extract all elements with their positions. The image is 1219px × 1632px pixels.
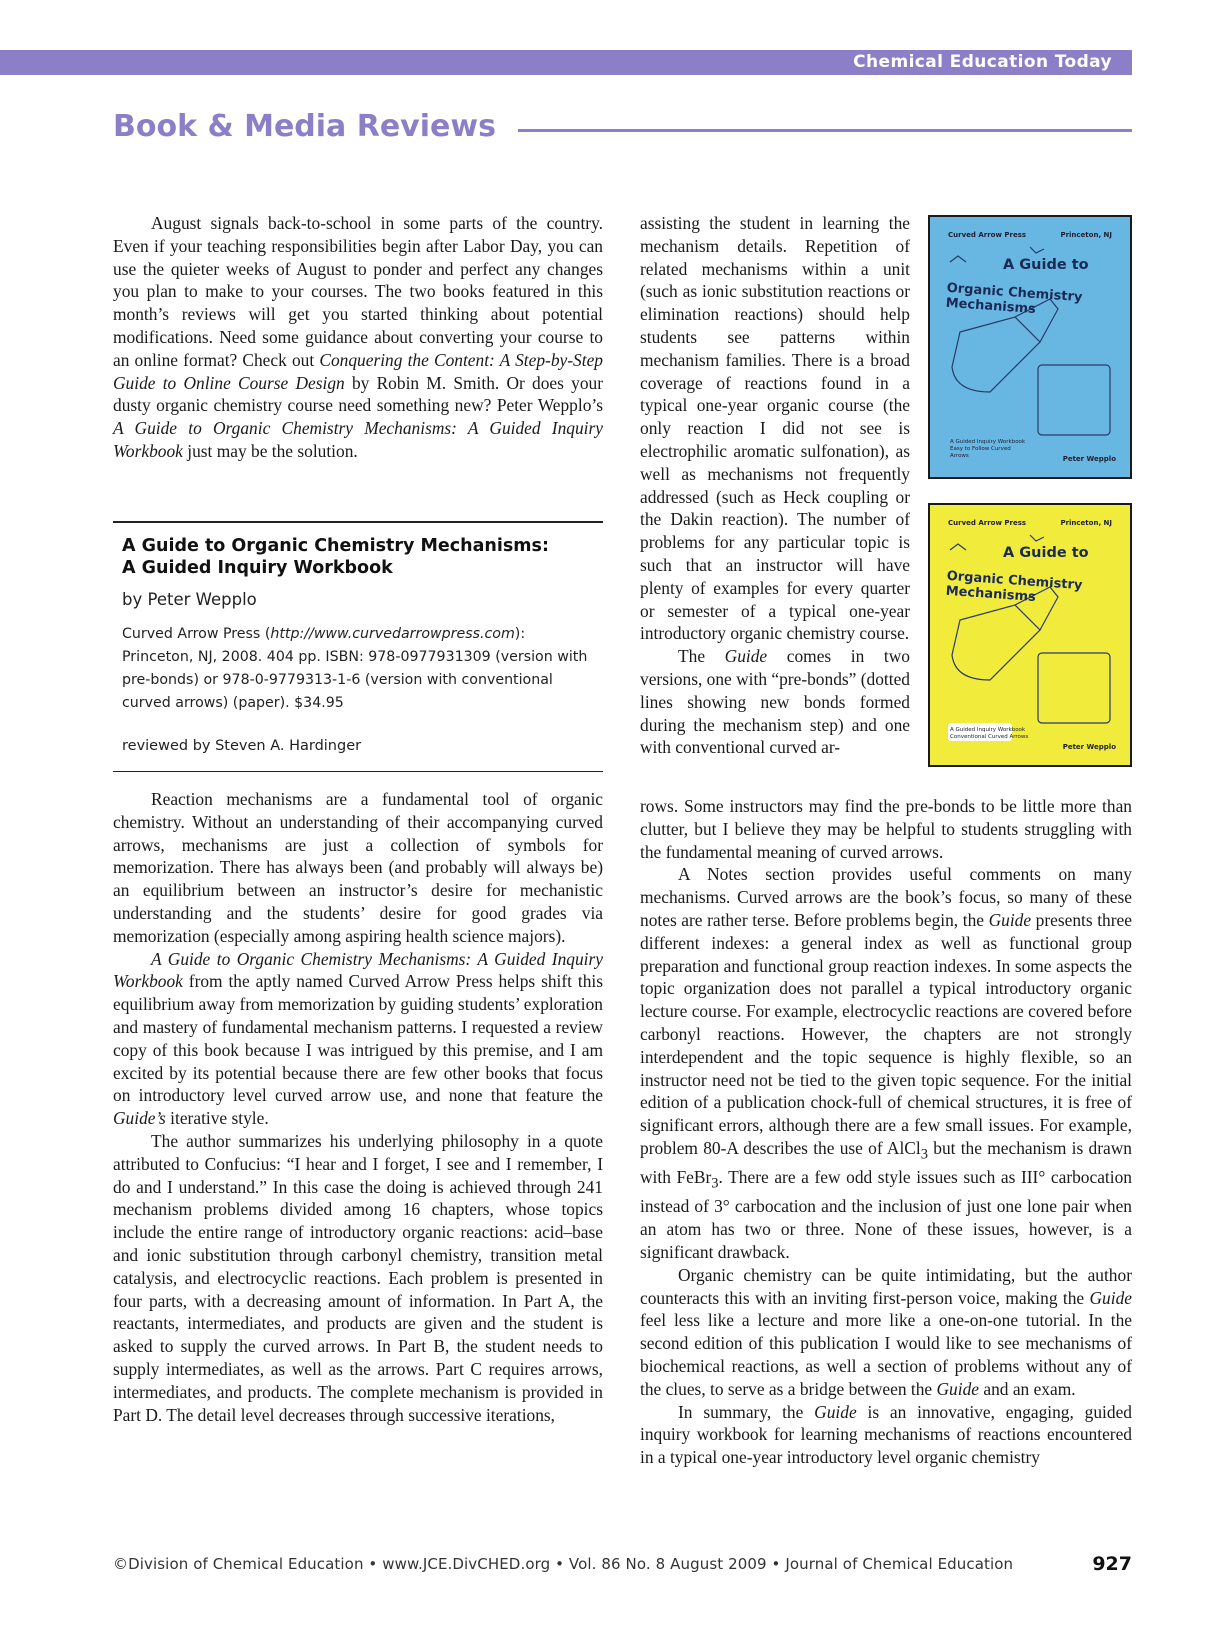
page-footer: [113, 1553, 1132, 1579]
intro-paragraph: August signals back-to-school in some parts of the country. Even if your teaching responsibilities begin after Labor Day, you can use the quieter weeks of August to ponder and perfect any changes you plan to make to your courses. The two books featured in this month’s reviews will get you started thinking about potential modifications. Need some guidance about converting your course to an online format? Check out Conquering the Content: A Step-by-Step Guide to Online Course Design by Robin M. Smith. Or does your dusty organic chemistry course need something new? Peter Wepplo’s A Guide to Organic Chemistry Mechanisms: A Guided Inquiry Workbook just may be the solution.: [113, 213, 603, 461]
review-body-right-wide: [640, 795, 1132, 1469]
cover-publisher: Curved Arrow Press: [948, 519, 1027, 527]
body-paragraph: assisting the student in learning the mechanism details. Repetition of related mechanisms within a unit (such as ionic substitution reactions or elimination reactions) should help students see patterns within mechanism families. There is a broad coverage of reactions found in a typical one-year organic course (the only reaction I did not see is electrophilic aromatic sulfonation), as well as mechanisms not frequently addressed (such as Heck coupling or the Dakin reaction). The number of problems for any particular topic is such that an instructor will have plenty of examples for every quarter or semester of a typical one-year introductory organic chemistry course.: [640, 213, 910, 644]
section-label: Chemical Education Today: [853, 52, 1112, 72]
body-paragraph: Reaction mechanisms are a fundamental tool of organic chemistry. Without an understanding of their accompanying curved arrows, mechanisms are just a collection of symbols for memorization. There has always been (and probably will always be) an equilibrium between an instructor’s desire for mechanistic understanding and the students’ desire for good grades via memorization (especially among aspiring health science majors).: [113, 789, 603, 946]
title-rule: [518, 129, 1132, 132]
review-info-box: [113, 521, 603, 772]
section-header-bar: [0, 50, 1132, 75]
cover-author: Peter Wepplo: [1062, 743, 1116, 751]
intro-column: [113, 212, 603, 463]
page-title: Book & Media Reviews: [113, 109, 496, 144]
book-cover-image: [928, 215, 1132, 479]
footer-citation: ©Division of Chemical Education • www.JCE.DivCHED.org • Vol. 86 No. 8 August 2009 • Journal of Chemical Education: [113, 1555, 1014, 1573]
cover-author: Peter Wepplo: [1062, 455, 1116, 463]
reviewer-credit: reviewed by Steven A. Hardinger: [122, 738, 362, 754]
cover-publisher: Curved Arrow Press: [948, 231, 1027, 239]
body-paragraph: In summary, the Guide is an innovative, engaging, guided inquiry workbook for learning mechanisms of reactions encountered in a typical one-year introductory level organic chemistry: [640, 1401, 1132, 1468]
cover-subtitle: A Guided Inquiry Workbook Conventional Curved Arrows: [950, 727, 1029, 740]
body-paragraph: The Guide comes in two versions, one with “pre-bonds” (dotted lines showing new bonds formed during the mechanism step) and one with conventional curved ar-: [640, 646, 910, 758]
body-paragraph: A Guide to Organic Chemistry Mechanisms: A Guided Inquiry Workbook from the aptly named Curved Arrow Press helps shift this equilibrium away from memorization by guiding students’ exploration and mastery of fundamental mechanism patterns. I requested a review copy of this book because I was intrigued by this premise, and I am excited by its potential because there are few other books that focus on introductory level curved arrow use, and none that feature the Guide’s iterative style.: [113, 948, 603, 1129]
book-author: by Peter Wepplo: [122, 590, 257, 609]
publisher-url[interactable]: http://www.curvedarrowpress.com: [270, 626, 515, 642]
review-body-right-narrow: [640, 212, 910, 759]
cover-title: A Guide to: [1003, 545, 1089, 561]
cover-location: Princeton, NJ: [1060, 519, 1112, 527]
book-title-ref: Conquering the Content: A Step-by-Step Guide to Online Course Design: [113, 349, 603, 393]
book-cover-image: [928, 503, 1132, 767]
publication-details: Curved Arrow Press (http://www.curvedarrowpress.com): Princeton, NJ, 2008. 404 pp. ISBN: 978-0977931309 (version with pre-bonds) or 978-0-9779313-1-6 (version with conventional curved arrows) (paper). $34.95: [122, 626, 588, 711]
page-number: 927: [1092, 1553, 1132, 1575]
cover-location: Princeton, NJ: [1060, 231, 1112, 239]
cover-title: Organic Chemistry Mechanisms: [945, 280, 1083, 317]
book-title-ref: A Guide to Organic Chemistry Mechanisms: A Guided Inquiry Workbook: [113, 418, 603, 461]
body-paragraph: A Notes section provides useful comments on many mechanisms. Curved arrows are the book’s focus, so many of these notes are rather terse. Before problems begin, the Guide presents three different indexes: a general index as well as functional group preparation and functional group reaction indexes. In some aspects the topic organization does not parallel a typical introductory organic lecture course. For example, electrocyclic reactions are covered before carbonyl reactions. However, the chapters are not strongly interdependent and the topic sequence is highly flexible, so an instructor need not be tied to the given topic sequence. For the initial edition of a publication chock-full of chemical structures, it is free of significant errors, although there are a few small issues. For example, problem 80-A describes the use of AlCl$_3$ but the mechanism is drawn with FeBr$_3$. There are a few odd style issues such as III° carbocation instead of 3° carbocation and the inclusion of just one lone pair when an atom has two or three. None of these issues, however, is a significant drawback.: [640, 864, 1132, 1263]
reviewed-book-title: A Guide to Organic Chemistry Mechanisms: A Guided Inquiry Workbook: [122, 536, 549, 578]
cover-art: [930, 217, 1130, 477]
review-body-left: [113, 788, 603, 1426]
body-paragraph: Organic chemistry can be quite intimidating, but the author counteracts this with an inviting first-person voice, making the Guide feel less like a lecture and more like a one-on-one tutorial. In the second edition of this publication I would like to see mechanisms of biochemical reactions, as well a section of problems without any of the clues, to serve as a bridge between the Guide and an exam.: [640, 1264, 1132, 1399]
cover-title: A Guide to: [1003, 257, 1089, 273]
cover-subtitle: A Guided Inquiry Workbook Easy to Follow Curved Arrows: [950, 439, 1026, 459]
cover-title: Organic Chemistry Mechanisms: [945, 568, 1083, 605]
body-paragraph: rows. Some instructors may find the pre-bonds to be little more than clutter, but I believe they may be helpful to students struggling with the fundamental meaning of curved arrows.: [640, 796, 1132, 862]
body-paragraph: The author summarizes his underlying philosophy in a quote attributed to Confucius: “I hear and I forget, I see and I remember, I do and I understand.” In this case the doing is achieved through 241 mechanism problems divided among 16 chapters, whose topics include the entire range of introductory organic reactions: acid–base and ionic substitution through carbonyl chemistry, transition metal catalysis, and electrocyclic reactions. Each problem is presented in four parts, with a decreasing amount of information. In Part A, the reactants, intermediates, and products are given and the student is asked to supply the curved arrows. In Part B, the student needs to supply intermediates, as well as the arrows. Part C requires arrows, intermediates, and products. The complete mechanism is provided in Part D. The detail level decreases through successive iterations,: [113, 1130, 603, 1425]
